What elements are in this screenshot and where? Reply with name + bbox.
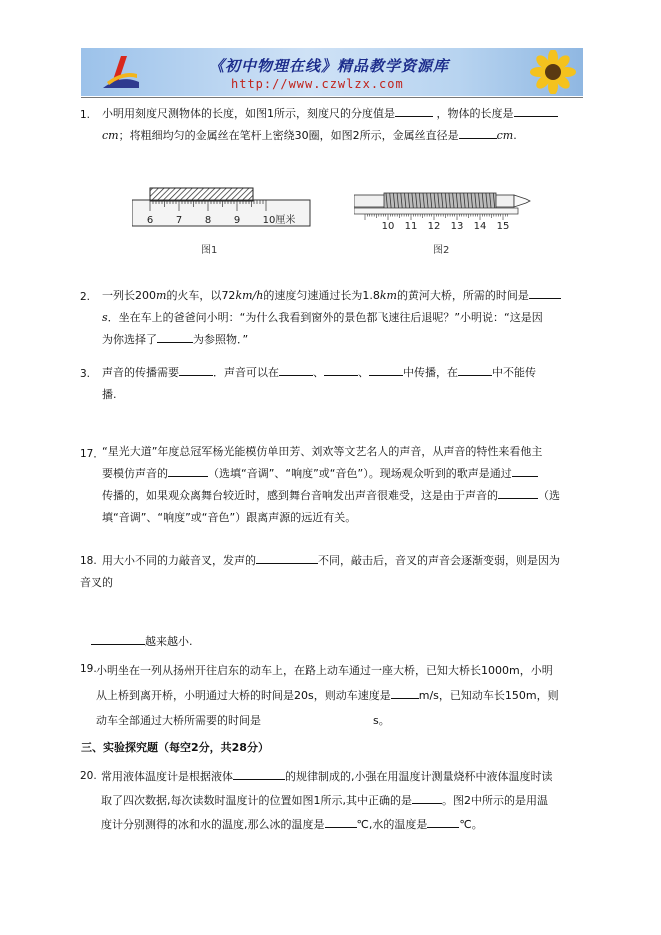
question-number: 3. — [80, 368, 91, 380]
question-line: “星光大道”年度总冠军杨光能模仿单田芳、刘欢等文艺名人的声音，从声音的特性来看他主 — [102, 445, 543, 458]
question-text: 为你选择了 — [102, 333, 157, 346]
question-1 — [102, 104, 582, 145]
answer-blank[interactable] — [369, 363, 403, 376]
ruler-tick-label: 11 — [404, 221, 418, 232]
question-text: 常用液体温度计是根据液体 — [101, 770, 233, 783]
question-2 — [102, 286, 582, 349]
ruler-tick-label: 10厘米 — [262, 215, 296, 226]
banner-url: http://www.czwlzx.com — [231, 77, 404, 91]
answer-blank[interactable] — [179, 363, 213, 376]
answer-blank[interactable] — [391, 686, 419, 699]
ruler-tick-label: 6 — [146, 215, 154, 226]
unit-text: cm — [496, 129, 514, 142]
figure-2-caption: 图2 — [433, 245, 450, 256]
question-text: 度计分别测得的冰和水的温度,那么冰的温度是 — [101, 818, 325, 831]
question-text: 传播的，如果观众离舞台较近时，感到舞台音响发出声音很难受，这是由于声音的 — [102, 489, 498, 502]
ruler-tick-label: 8 — [204, 215, 212, 226]
question-number: 2. — [80, 291, 91, 303]
question-line — [102, 463, 588, 485]
question-text: ，物体的长度是 — [436, 107, 514, 120]
question-text: 、 — [358, 366, 369, 379]
question-20 — [101, 765, 591, 837]
question-text: 、 — [313, 366, 324, 379]
question-number: 20. — [80, 770, 97, 782]
question-text: 中不能传 — [492, 366, 536, 379]
question-line — [102, 385, 582, 404]
banner-title: 《初中物理在线》精品教学资源库 — [209, 57, 450, 75]
question-text: . — [513, 129, 517, 142]
question-text: 声音的传播需要 — [102, 366, 179, 379]
question-text: 小明用刻度尺测物体的长度，如图1所示，刻度尺的分度值是 — [102, 107, 395, 120]
question-3 — [102, 363, 582, 404]
answer-blank[interactable] — [157, 330, 193, 343]
value-text: 200 — [135, 289, 156, 302]
question-line — [102, 104, 582, 123]
question-17 — [102, 441, 588, 529]
answer-blank[interactable] — [91, 632, 145, 645]
question-text: 的速度匀速通过长为 — [263, 289, 363, 302]
question-text: s。 — [373, 714, 390, 727]
question-line — [102, 126, 582, 145]
answer-blank[interactable] — [412, 791, 442, 804]
question-line — [96, 708, 586, 733]
question-text: ．坐在车上的爸爸问小明：“为什么我看到窗外的景色都飞速往后退呢？”小明说：“这是因 — [107, 311, 543, 324]
question-line: 小明坐在一列从扬州开往启东的动车上，在路上动车通过一座大桥，已知大桥长1000m，小明 — [96, 664, 553, 677]
answer-blank[interactable] — [324, 363, 358, 376]
question-line — [102, 286, 582, 305]
question-text: 要模仿声音的 — [102, 467, 168, 480]
question-text: 一列长 — [102, 289, 135, 302]
question-text: 播. — [102, 388, 117, 401]
question-line — [102, 363, 582, 382]
answer-blank[interactable] — [256, 551, 318, 564]
question-text: （选 — [538, 489, 560, 502]
question-line — [102, 550, 588, 572]
question-line — [91, 632, 193, 651]
question-text: 的规律制成的,小强在用温度计测量烧杯中液体温度时读 — [285, 770, 553, 783]
question-line — [101, 789, 591, 813]
header-rule — [81, 97, 583, 98]
question-line — [101, 813, 591, 837]
question-line: 音叉的 — [80, 576, 113, 589]
answer-blank[interactable] — [498, 486, 538, 499]
unit-text: km — [379, 289, 397, 302]
answer-blank[interactable] — [459, 126, 497, 139]
answer-blank[interactable] — [514, 104, 558, 117]
sunflower-icon — [527, 50, 579, 94]
ruler-tick-label: 12 — [427, 221, 441, 232]
answer-blank[interactable] — [458, 363, 492, 376]
answer-blank[interactable] — [279, 363, 313, 376]
unit-text: m — [156, 289, 167, 302]
question-text: 用大小不同的力敲音叉，发声的 — [102, 554, 256, 567]
answer-blank[interactable] — [427, 815, 459, 828]
question-line: 填“音调”、“响度”或“音色”）跟离声源的远近有关。 — [102, 511, 357, 524]
ruler-tick-label: 14 — [473, 221, 487, 232]
question-text: 取了四次数据,每次读数时温度计的位置如图1所示,其中正确的是 — [101, 794, 412, 807]
ruler-tick-label: 7 — [175, 215, 183, 226]
question-18 — [102, 550, 588, 572]
question-number: 1. — [80, 109, 91, 121]
question-number: 17． — [80, 448, 104, 460]
section-heading: 三、实验探究题（每空2分，共28分） — [81, 741, 269, 754]
question-text: ．声音可以在 — [213, 366, 279, 379]
answer-blank[interactable] — [529, 286, 561, 299]
ruler-tick-label: 9 — [233, 215, 241, 226]
question-text: m/s，已知动车长150m，则 — [418, 689, 559, 702]
value-text: 1.8 — [362, 289, 380, 302]
unit-text: cm — [102, 129, 119, 142]
question-line — [102, 485, 588, 507]
question-line — [102, 308, 582, 327]
figure-1-ruler — [132, 180, 322, 242]
question-text: ℃,水的温度是 — [356, 818, 428, 831]
question-text: 。图2中所示的是用温 — [442, 794, 548, 807]
question-number: 18. — [80, 555, 97, 567]
question-text: 从上桥到离开桥，小明通过大桥的时间是20s，则动车速度是 — [96, 689, 391, 702]
question-text: 为参照物．” — [193, 333, 249, 346]
answer-blank[interactable] — [233, 767, 285, 780]
header-banner — [81, 48, 583, 96]
question-text: 越来越小. — [145, 635, 193, 648]
ruler-tick-label: 15 — [496, 221, 510, 232]
question-text: 动车全部通过大桥所需要的时间是 — [96, 714, 261, 727]
question-text: 中传播，在 — [403, 366, 458, 379]
question-number: 19. — [80, 663, 97, 675]
figure-1-caption: 图1 — [201, 245, 218, 256]
answer-blank[interactable] — [512, 464, 538, 477]
answer-blank[interactable] — [168, 464, 208, 477]
question-text: ；将粗细均匀的金属丝在笔杆上密绕30圈，如图2所示，金属丝直径是 — [118, 129, 459, 142]
ruler-tick-label: 13 — [450, 221, 464, 232]
question-text: 不同，敲击后，音叉的声音会逐渐变弱，则是因为 — [318, 554, 560, 567]
question-line — [101, 765, 591, 789]
answer-blank[interactable] — [395, 104, 433, 117]
question-text: （选填“音调”、“响度”或“音色”）。现场观众听到的歌声是通过 — [208, 467, 512, 480]
question-text: 的黄河大桥，所需的时间是 — [396, 289, 529, 302]
ruler-tick-label: 10 — [381, 221, 395, 232]
figure-2-coil — [354, 180, 532, 242]
question-text: 的火车，以 — [166, 289, 222, 302]
question-line — [102, 330, 582, 349]
logo-icon — [99, 52, 143, 92]
question-19 — [96, 658, 586, 733]
unit-text: km/h — [235, 289, 264, 302]
question-text: ℃。 — [459, 818, 483, 831]
value-text: 72 — [221, 289, 236, 302]
question-line — [96, 683, 586, 708]
unit-text: s — [102, 311, 108, 324]
answer-blank[interactable] — [325, 815, 357, 828]
